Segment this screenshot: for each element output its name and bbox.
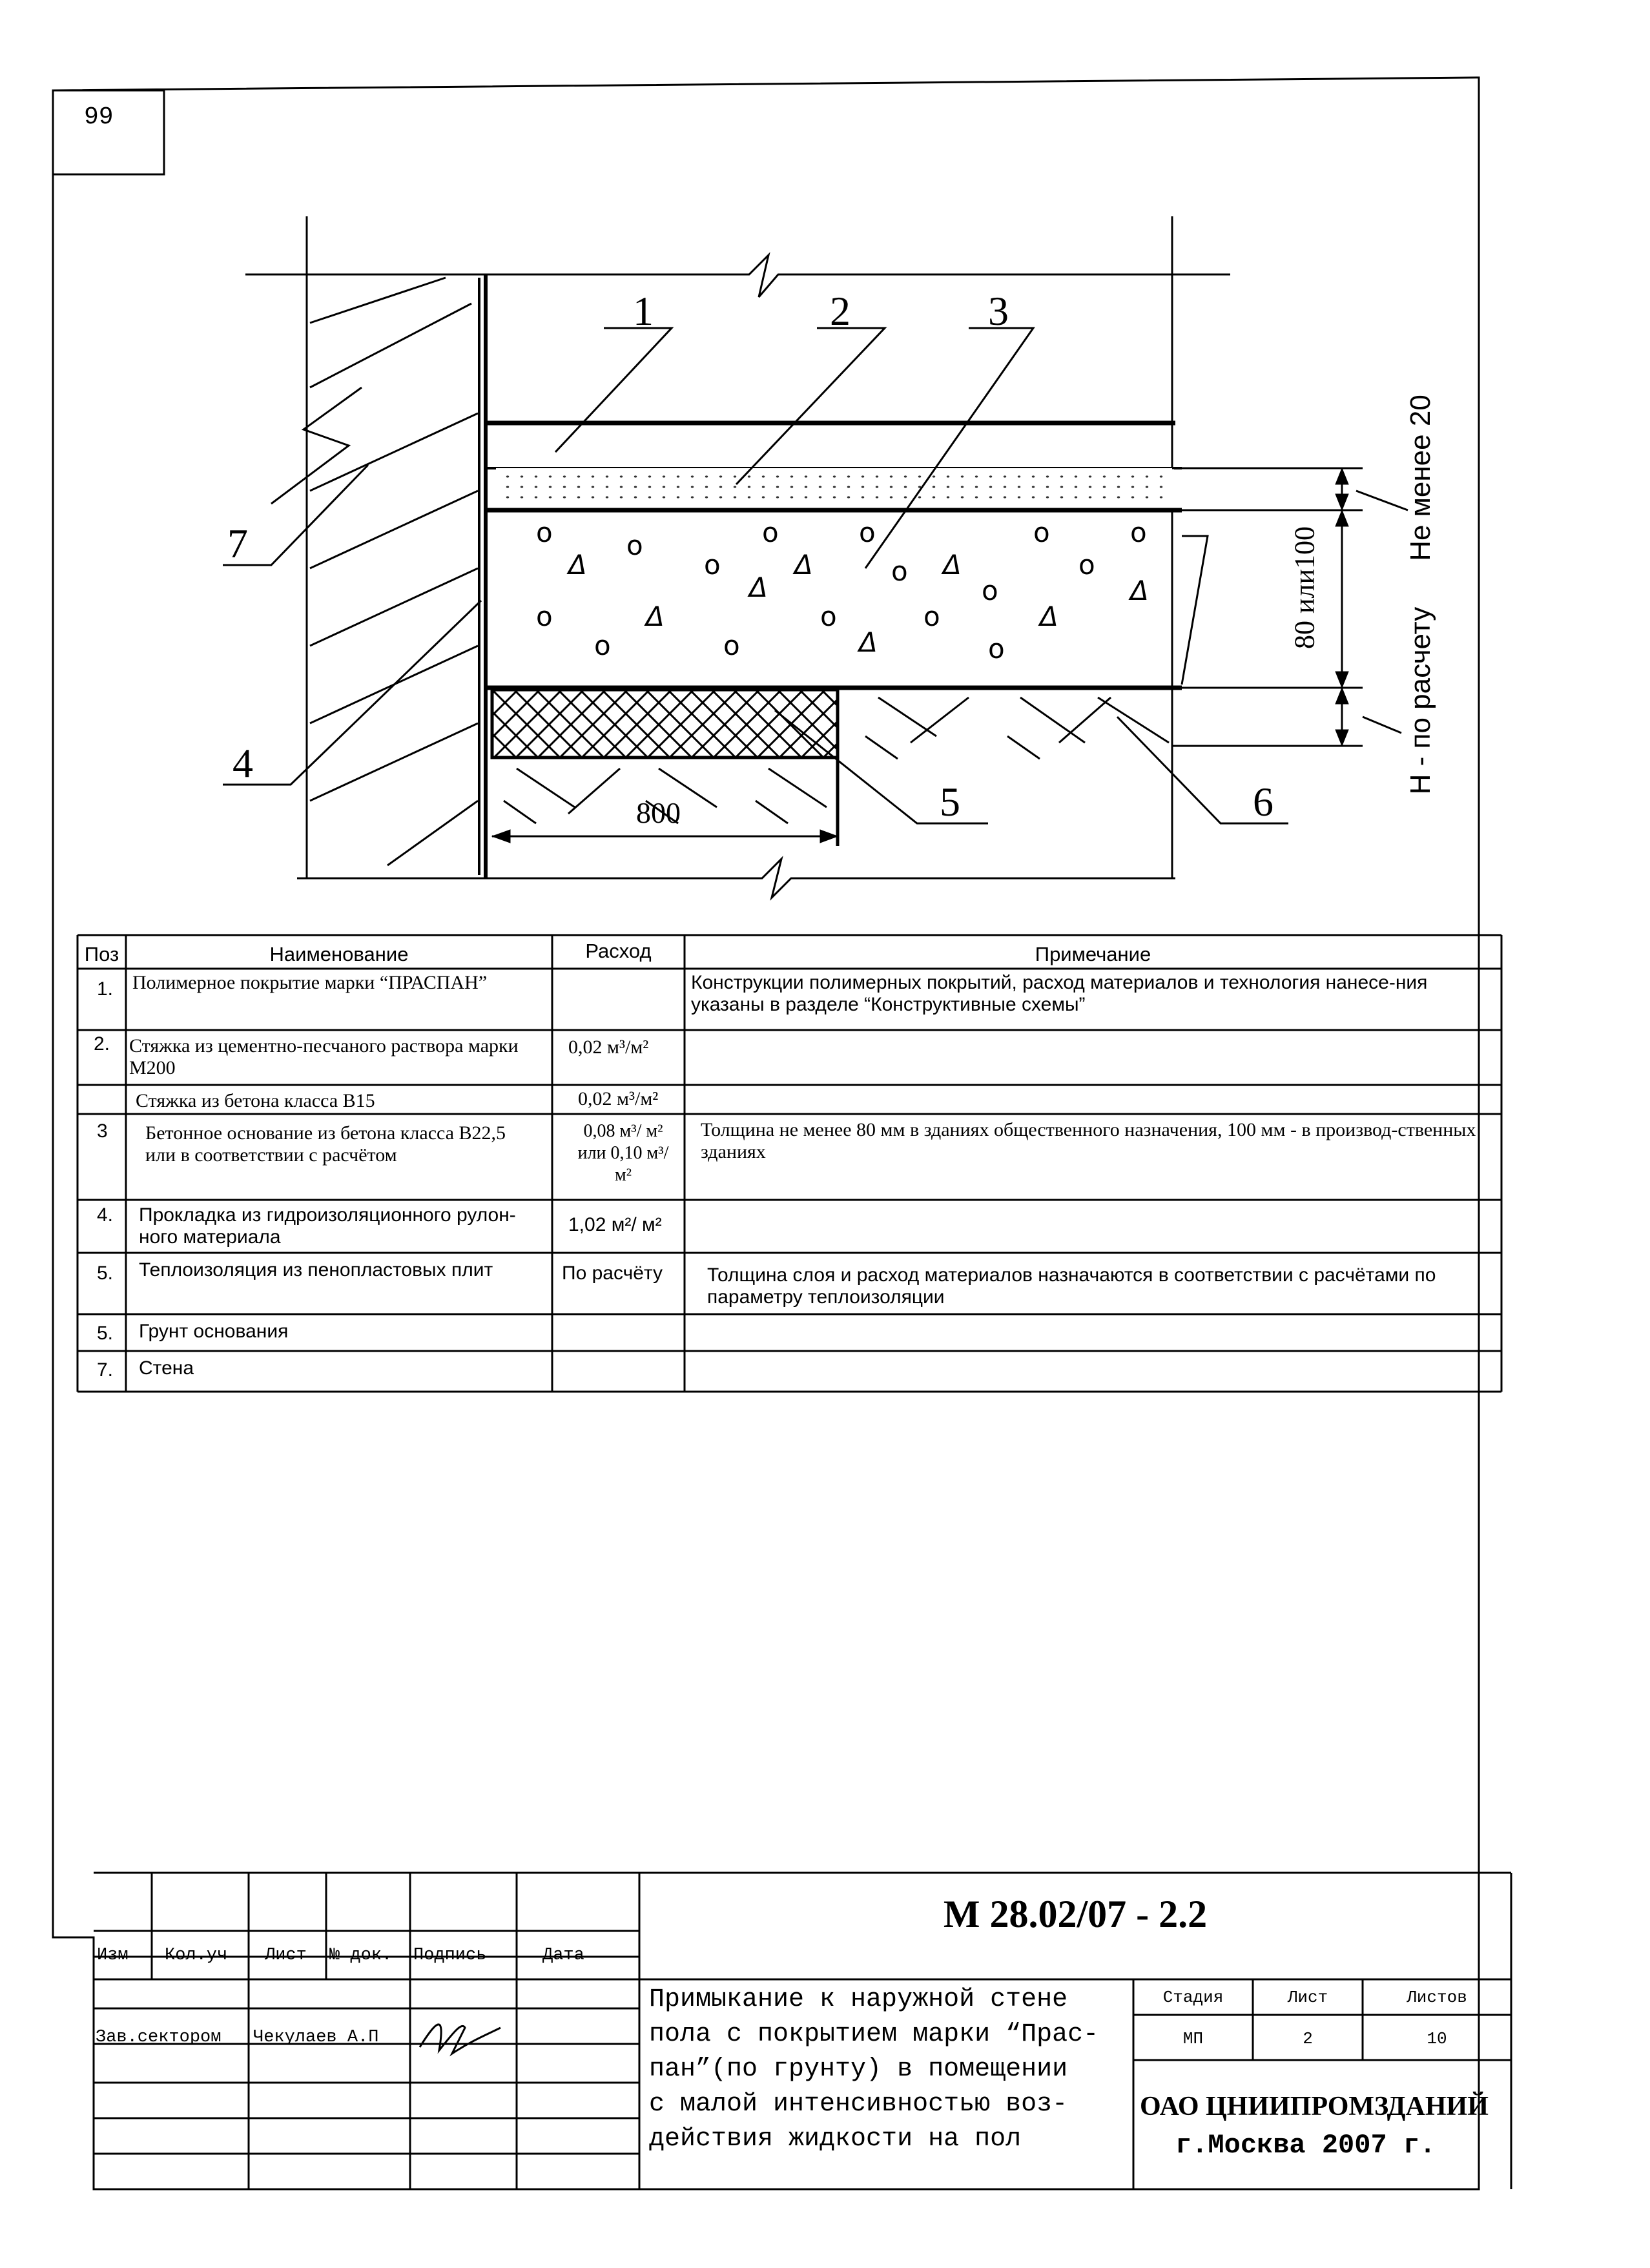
- doc-title: [649, 1983, 1098, 2157]
- doc-title-line-1: Примыкание к наружной стене: [649, 1985, 1068, 2014]
- dim-h: H - по расчету: [1405, 606, 1436, 795]
- row-2-rate: 0,02 м³/м²: [568, 1036, 649, 1058]
- row-3-rate: 0,08 м³/ м² или 0,10 м³/ м²: [577, 1121, 669, 1185]
- col-sign: Подпись: [413, 1946, 487, 1965]
- callout-3: 3: [988, 288, 1009, 334]
- col-izm: Изм: [97, 1946, 129, 1965]
- city-year: г.Москва 2007 г.: [1175, 2130, 1436, 2161]
- organization: ОАО ЦНИИПРОМЗДАНИЙ: [1140, 2092, 1489, 2121]
- col-ndoc: № док.: [329, 1946, 393, 1965]
- row-3-pos: 3: [97, 1120, 108, 1142]
- row-5-note: Толщина слоя и расход материалов назначаются в соответствии с расчётами по параметру теплоизоляции: [707, 1264, 1436, 1308]
- stage-label: Стадия: [1162, 1988, 1224, 2007]
- col-kol: Кол.уч: [165, 1946, 228, 1965]
- row-4-rate: 1,02 м²/ м²: [568, 1214, 662, 1235]
- callout-7: 7: [227, 521, 248, 566]
- col-date: Дата: [542, 1946, 584, 1965]
- row-7-name: Стена: [139, 1357, 194, 1379]
- callout-6: 6: [1253, 779, 1274, 825]
- row-5-name: Теплоизоляция из пенопластовых плит: [139, 1259, 493, 1281]
- stage-value: МП: [1182, 2029, 1204, 2048]
- row-4-pos: 4.: [97, 1204, 114, 1226]
- sheets-value: 10: [1427, 2029, 1447, 2048]
- th-name: Наименование: [269, 943, 409, 965]
- row-5-rate: По расчёту: [562, 1263, 663, 1284]
- sheet-number: 99: [84, 103, 114, 131]
- row-1-name: Полимерное покрытие марки “ПРАСПАН”: [132, 972, 488, 993]
- sand-screed-dots: [500, 471, 1169, 505]
- row-7-pos: 7.: [97, 1359, 114, 1381]
- row-6-name: Грунт основания: [139, 1321, 289, 1342]
- row-2b-rate: 0,02 м³/м²: [578, 1088, 659, 1109]
- dim-min-20: Не менее 20: [1405, 395, 1436, 561]
- callout-2: 2: [830, 288, 851, 334]
- row-3-note: Толщина не менее 80 мм в зданиях общественного назначения, 100 мм - в производ-ственных зданиях: [701, 1119, 1476, 1162]
- col-list: Лист: [265, 1946, 307, 1965]
- callout-4: 4: [232, 740, 253, 786]
- dim-80-100: 80 или100: [1288, 526, 1321, 650]
- callout-1: 1: [633, 288, 654, 334]
- concrete-aggregate: o o o o o o o o o o o o o o o o Δ Δ Δ Δ Δ Δ Δ Δ: [536, 517, 1149, 665]
- row-1-note: Конструкции полимерных покрытий, расход материалов и технология нанесе-ния указаны в разделе “Конструктивные схемы”: [691, 972, 1428, 1015]
- sheet-label: Лист: [1287, 1988, 1328, 2007]
- row-2-pos: 2.: [94, 1033, 110, 1055]
- doc-title-line-2: пола с покрытием марки “Прас-: [649, 2020, 1099, 2049]
- signature: [420, 2025, 500, 2054]
- dim-800: 800: [636, 796, 681, 829]
- row-2b-name: Стяжка из бетона класса В15: [136, 1090, 375, 1111]
- person-name: Чекулаев А.П: [253, 2028, 379, 2047]
- row-5-pos: 5.: [97, 1263, 114, 1284]
- doc-title-line-5: действия жидкости на пол: [649, 2125, 1022, 2154]
- row-6-pos: 5.: [97, 1323, 114, 1344]
- th-rate: Расход: [585, 940, 652, 962]
- callout-5: 5: [940, 779, 960, 825]
- sheet-value: 2: [1303, 2029, 1313, 2048]
- doc-title-line-3: пан”(по грунту) в помещении: [649, 2055, 1068, 2084]
- doc-code: М 28.02/07 - 2.2: [943, 1893, 1208, 1935]
- row-2-name: Стяжка из цементно-песчаного раствора марки М200: [129, 1035, 519, 1078]
- doc-title-line-4: с малой интенсивностью воз-: [649, 2090, 1068, 2119]
- th-note: Примечание: [1035, 943, 1151, 965]
- row-3-name: Бетонное основание из бетона класса В22,5 или в соответствии с расчётом: [145, 1122, 506, 1166]
- sheets-label: Листов: [1407, 1988, 1467, 2007]
- row-4-name: Прокладка из гидроизоляционного рулон-ного материала: [139, 1204, 516, 1248]
- row-1-pos: 1.: [97, 978, 114, 1000]
- role-label: Зав.сектором: [96, 2028, 222, 2047]
- th-pos: Поз: [84, 943, 119, 965]
